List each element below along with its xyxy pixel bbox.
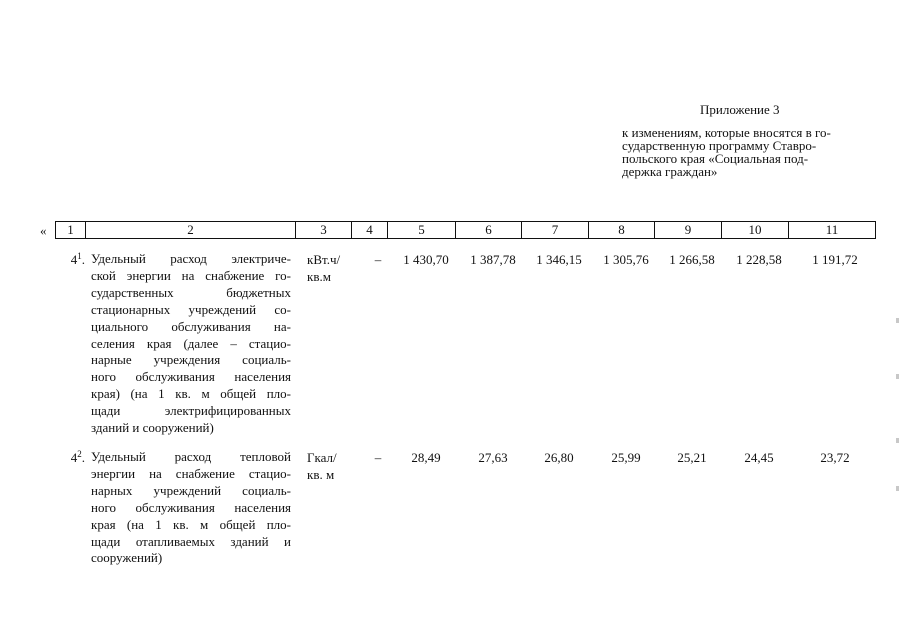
- description-line: селения края (далее – стацио-: [91, 335, 291, 351]
- row-description: [91, 449, 291, 567]
- column-number: 4: [352, 222, 388, 239]
- open-quote: «: [40, 223, 47, 238]
- description-line: зданий и сооружений): [91, 420, 214, 436]
- description-line: стационарных учреждений со-: [91, 301, 291, 317]
- description-line: циального обслуживания на-: [91, 318, 291, 334]
- column-number: 7: [522, 222, 589, 239]
- row-number-suffix: .: [81, 450, 85, 465]
- row-number-suffix: .: [81, 252, 85, 267]
- row-number-superscript: 1: [77, 251, 82, 261]
- description-line: сударственных бюджетных: [91, 284, 291, 300]
- row-value-col7: 1 346,15: [536, 252, 582, 267]
- scan-artifact: [896, 486, 899, 491]
- description-line: ного обслуживания населения: [91, 369, 291, 385]
- row-unit: [307, 251, 363, 285]
- row-number-main: 4: [70, 450, 78, 465]
- description-line: Удельный расход тепловой: [91, 449, 291, 464]
- appendix-subtitle-line: к изменениям, которые вносятся в го-: [622, 125, 831, 140]
- row-value-col9: 25,21: [677, 450, 707, 465]
- row-value-col11: 23,72: [820, 450, 850, 465]
- description-line: нарных учреждений социаль-: [91, 482, 291, 498]
- row-value-col8: 1 305,76: [603, 252, 649, 267]
- row-value-col10: 1 228,58: [736, 252, 782, 267]
- column-number: 5: [388, 222, 456, 239]
- row-value-col6: 27,63: [478, 450, 508, 465]
- row-col4-value: –: [374, 252, 382, 267]
- description-line: ской энергии на снабжение го-: [91, 267, 291, 283]
- column-number: 3: [296, 222, 352, 239]
- row-col4-value: –: [374, 450, 382, 465]
- column-number: 9: [655, 222, 722, 239]
- column-number: 6: [456, 222, 522, 239]
- row-unit: [307, 449, 363, 483]
- row-value-col6: 1 387,78: [470, 252, 516, 267]
- appendix-title: Приложение 3: [700, 102, 780, 117]
- row-description: [91, 251, 291, 437]
- row-value-col5: 1 430,70: [403, 252, 449, 267]
- row-value-col8: 25,99: [611, 450, 641, 465]
- description-line: энергии на снабжение стацио-: [91, 465, 291, 481]
- row-value-col11: 1 191,72: [812, 252, 858, 267]
- column-number-header: [55, 221, 876, 239]
- row-value-col5: 28,49: [411, 450, 441, 465]
- description-line: ного обслуживания населения: [91, 499, 291, 515]
- row-value-col9: 1 266,58: [669, 252, 715, 267]
- description-line: щади электрифицированных: [91, 403, 291, 419]
- row-number: [59, 251, 85, 268]
- column-number: 8: [589, 222, 655, 239]
- description-line: сооружений): [91, 550, 163, 566]
- scan-artifact: [896, 438, 899, 443]
- description-line: щади отапливаемых зданий и: [91, 533, 291, 549]
- unit-line: кв. м: [307, 467, 335, 482]
- description-line: Удельный расход электриче-: [91, 251, 291, 266]
- row-number-superscript: 2: [77, 449, 82, 459]
- appendix-subtitle-line: польского края «Социальная под-: [622, 151, 809, 166]
- column-number: 1: [56, 222, 86, 239]
- unit-line: кв.м: [307, 269, 331, 284]
- description-line: края (на 1 кв. м общей пло-: [91, 516, 291, 532]
- description-line: нарные учреждения социаль-: [91, 352, 291, 368]
- appendix-subtitle-line: держка граждан»: [622, 164, 718, 179]
- scan-artifact: [896, 318, 899, 323]
- unit-line: Гкал/: [307, 450, 337, 465]
- unit-line: кВт.ч/: [307, 252, 341, 267]
- appendix-subtitle-line: сударственную программу Ставро-: [622, 138, 817, 153]
- row-value-col10: 24,45: [744, 450, 774, 465]
- column-number: 2: [86, 222, 296, 239]
- appendix-subtitle: [622, 126, 873, 178]
- column-number: 10: [722, 222, 789, 239]
- row-value-col7: 26,80: [544, 450, 574, 465]
- row-number: [59, 449, 85, 466]
- scan-artifact: [896, 374, 899, 379]
- column-number: 11: [789, 222, 876, 239]
- row-number-main: 4: [70, 252, 78, 267]
- description-line: края) (на 1 кв. м общей пло-: [91, 386, 291, 402]
